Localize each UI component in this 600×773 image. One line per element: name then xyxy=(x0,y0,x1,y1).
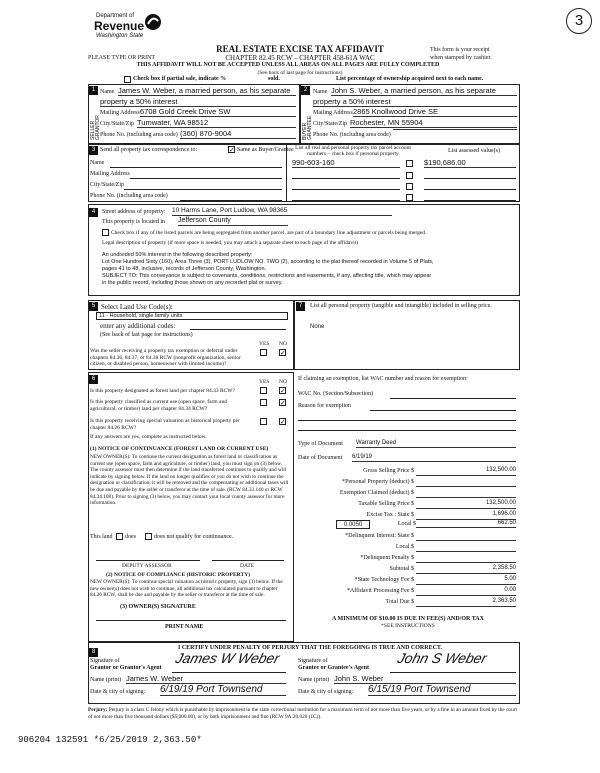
print-name-label: PRINT NAME xyxy=(165,624,204,630)
same-as-buyer-label: Same as Buyer/Grantee xyxy=(237,147,294,153)
parcel-header-2: numbers – check box if personal property xyxy=(307,151,399,157)
forest-q3: Is this property receiving special valuation as historical property per chapter 84.26 RCW? xyxy=(90,418,240,431)
buyer-phone[interactable] xyxy=(393,129,517,130)
page-number: 3 xyxy=(566,8,592,34)
personal-property-checkbox-4[interactable] xyxy=(406,194,413,201)
exempt-no-checkbox[interactable]: ✓ xyxy=(280,349,286,357)
grantee-name-print-label: Name (print) xyxy=(298,677,330,683)
grantor-date-label: Date & city of signing: xyxy=(90,689,146,695)
tax-row xyxy=(298,489,518,500)
assessed-header: List assessed value(s) xyxy=(448,148,500,154)
grantee-sig-label-1: Signature of xyxy=(298,658,328,664)
minimum-note: A MINIMUM OF $10.00 IS DUE IN FEE(S) AND/OR TAX xyxy=(332,616,484,622)
correspondence-label: Send all property tax correspondence to: xyxy=(100,147,198,153)
assessor-date-label: DATE xyxy=(240,563,255,569)
legal-line-5: in the public record, including those shown on any recorded plat or survey. xyxy=(102,280,283,286)
certify-statement: I CERTIFY UNDER PENALTY OF PERJURY THAT THE FOREGOING IS TRUE AND CORRECT. xyxy=(177,645,442,651)
personal-property-value[interactable]: None xyxy=(310,324,325,330)
doc-type-label: Type of Document xyxy=(298,441,343,447)
q2-no-checkbox[interactable]: ✓ xyxy=(280,399,286,407)
street-address[interactable]: 10 Harms Lane, Port Ludlow, WA 98365 xyxy=(172,207,392,216)
tax2-row-label: Subtotal $ xyxy=(389,566,414,572)
forest-q1: Is this property designated as forest land per chapter 84.33 RCW? xyxy=(90,388,235,394)
section-2-badge: 2 xyxy=(301,86,310,95)
tax-row-label: Exemption Claimed (deduct) $ xyxy=(339,490,414,496)
tax2-row-value[interactable]: 5.00 xyxy=(416,576,516,585)
seller-name-label: Name xyxy=(100,89,115,95)
buyer-name-line2[interactable]: property a 50% interest xyxy=(313,97,517,107)
q2-yes-checkbox[interactable] xyxy=(260,399,267,406)
does-not-checkbox[interactable] xyxy=(145,533,152,540)
q3-yes-checkbox[interactable] xyxy=(260,418,267,425)
see-back: (See back of last page for instructions) xyxy=(257,70,343,76)
seller-address[interactable]: 6708 Gold Creek Drive SW xyxy=(140,107,296,117)
logo-line2: Revenue xyxy=(94,19,145,33)
segregated-checkbox[interactable] xyxy=(102,229,109,236)
tax-row-label: Taxable Selling Price $ xyxy=(358,501,414,507)
personal-property-section xyxy=(294,300,520,370)
personal-property-checkbox-1[interactable] xyxy=(406,160,413,167)
please-type: PLEASE TYPE OR PRINT xyxy=(88,55,156,61)
notice1-title: (1) NOTICE OF CONTINUANCE (FOREST LAND OR CURRENT USE) xyxy=(90,446,269,452)
grantee-name[interactable]: John S. Weber xyxy=(334,674,516,684)
tax-row-label: Excise Tax : State $ xyxy=(366,512,414,518)
does-label: does xyxy=(125,534,136,540)
tax2-row xyxy=(298,587,518,598)
logo-line1: Department of xyxy=(96,13,135,19)
q3-no-checkbox[interactable]: ✓ xyxy=(280,418,286,426)
forest-yes: YES xyxy=(259,379,270,385)
doc-type[interactable]: Warranty Deed xyxy=(356,440,516,448)
tax2-row-label: *Affidavit Processing Fee $ xyxy=(346,588,414,594)
seller-city-label: City/State/Zip xyxy=(100,121,134,127)
seller-address-label: Mailing Address xyxy=(100,110,140,116)
tax2-row xyxy=(298,532,518,543)
forest-section xyxy=(88,372,294,642)
section-3-badge: 3 xyxy=(89,146,98,155)
tax2-row-value[interactable]: 2,358.50 xyxy=(416,565,516,574)
notice2-title: (2) NOTICE OF COMPLIANCE (HISTORIC PROPERTY) xyxy=(106,572,251,578)
land-use-see-back: (See back of last page for instructions) xyxy=(100,332,193,338)
partial-sale-label: Check box if partial sale, indicate % xyxy=(133,76,227,82)
seller-phone-label: Phone No. (including area code) xyxy=(100,132,178,138)
section-7-badge: 7 xyxy=(296,302,305,311)
buyer-side-label: BUYER GRANTEE xyxy=(302,115,313,140)
parcel-header-1: List all real and personal property tax parcel account xyxy=(295,145,411,151)
land-use-no: NO xyxy=(279,341,287,347)
tax2-row-value[interactable]: 0.00 xyxy=(416,587,516,596)
does-checkbox[interactable] xyxy=(116,533,123,540)
logo-line3: Washington State xyxy=(96,33,144,39)
assessed-value[interactable]: $190,686.00 xyxy=(424,158,516,168)
logo-swoosh-icon xyxy=(144,13,162,31)
buyer-name-label: Name xyxy=(313,89,328,95)
located-label: This property is located in xyxy=(102,219,165,225)
tax-row xyxy=(298,467,518,478)
q1-yes-checkbox[interactable] xyxy=(260,387,267,394)
legal-line-3: pages 41 to 48, inclusive, records of Jefferson County, Washington. xyxy=(102,266,267,272)
tax2-row xyxy=(298,554,518,565)
grantor-date-city[interactable]: 6/19/19 Port Townsend xyxy=(160,684,286,696)
county[interactable]: Jefferson County xyxy=(178,217,288,226)
perjury-bold: Perjury: xyxy=(88,707,108,713)
legal-label: Legal description of property (if more space is needed, you may attach a separate sheet to each page of the affidavit) xyxy=(102,240,358,246)
buyer-address[interactable]: 2865 Knollwood Drive SE xyxy=(353,107,517,117)
tax-row-value[interactable]: 132,500.00 xyxy=(416,500,516,509)
tax2-row xyxy=(298,598,518,609)
sold-label: sold. xyxy=(268,76,280,82)
legal-line-4: SUBJECT TO: This conveyance is subject to covenants, conditions, restrictions and easements, if any, affecting title, which may appear xyxy=(102,273,432,279)
see-instructions: *SEE INSTRUCTIONS xyxy=(381,623,435,629)
tax2-row-value[interactable] xyxy=(416,554,516,563)
grantor-signature: James W Weber xyxy=(173,650,282,666)
tax-row xyxy=(298,478,518,489)
receipt-note-1: This form is your receipt xyxy=(430,47,490,53)
buyer-phone-label: Phone No. (including area code) xyxy=(313,132,391,138)
tax-row-value[interactable]: 1,696.00 xyxy=(416,511,516,520)
cashier-stamp: 906204 132591 *6/25/2019 2,363.50* xyxy=(18,735,202,745)
tax2-row-value[interactable]: 2,363.50 xyxy=(416,598,516,607)
does-not-label: does not qualify for continuance. xyxy=(154,534,234,540)
corr-city-label: City/State/Zip xyxy=(90,182,124,188)
local-rate[interactable]: 0.0050 xyxy=(336,520,370,529)
not-accepted: THIS AFFIDAVIT WILL NOT BE ACCEPTED UNLESS ALL AREAS ON ALL PAGES ARE FULLY COMPLETED xyxy=(136,62,440,68)
land-use-select[interactable]: 11 - Household, single family units xyxy=(96,312,288,320)
section-4-badge: 4 xyxy=(89,208,98,217)
seller-side-label: SELLER GRANTOR xyxy=(90,115,101,140)
grantor-sig-label-1: Signature of xyxy=(90,658,120,664)
grantee-signature: John S Weber xyxy=(395,650,489,666)
perjury-note xyxy=(88,707,520,720)
seller-phone[interactable]: (360) 870-9004 xyxy=(180,129,296,139)
tax-row-value[interactable] xyxy=(416,489,516,498)
doc-date[interactable]: 6/19/19 xyxy=(352,454,516,462)
tax2-row xyxy=(298,576,518,587)
dor-logo xyxy=(88,11,170,45)
section-1-badge: 1 xyxy=(89,86,98,95)
section-6-badge: 6 xyxy=(89,375,98,384)
grantor-sig-label-2: Grantor or Grantor's Agent xyxy=(90,665,162,671)
deputy-assessor-label: DEPUTY ASSESSOR xyxy=(122,563,172,569)
tax2-row-label: *Delinquent Interest: State $ xyxy=(345,533,414,539)
local-label: Local $ xyxy=(397,521,416,527)
notice2-body: NEW OWNER(S): To continue special valuation as historic property, sign (3) below. If the new owner(s) does not wish to continue, all additional tax calculated pursuant to chapter 84.26 RCW, shall be due and payable by the seller or transferor at the time of sale. xyxy=(90,579,283,599)
tax-row xyxy=(298,500,518,511)
tax2-row-label: *Delinquent Penalty $ xyxy=(360,555,414,561)
legal-line-1: An undivided 50% interest in the following described property: xyxy=(102,252,253,258)
personal-property-checkbox-2[interactable] xyxy=(406,172,413,179)
if-any-yes: If any answers are yes, complete as instructed below. xyxy=(90,434,207,440)
buyer-name-line1[interactable]: John S. Weber, a married person, as his separate xyxy=(331,86,517,96)
buyer-city-label: City/State/Zip xyxy=(313,121,347,127)
grantor-name[interactable]: James W. Weber xyxy=(126,674,286,684)
buyer-city[interactable]: Rochester, MN 55904 xyxy=(350,118,517,128)
exempt-yes-checkbox[interactable] xyxy=(260,349,267,356)
segregated-label: Check box if any of the listed parcels are being segregated from another parcel, are part of a boundary line adjustment or parcels being merged. xyxy=(111,230,427,236)
local-value[interactable]: 662.50 xyxy=(416,520,516,528)
tax2-row xyxy=(298,543,518,554)
tax-row-value[interactable] xyxy=(416,478,516,487)
grantee-date-label: Date & city of signing: xyxy=(298,689,354,695)
personal-property-checkbox-3[interactable] xyxy=(406,183,413,190)
section-5-badge: 5 xyxy=(89,302,98,311)
corr-phone-label: Phone No. (including area code) xyxy=(90,193,168,199)
tax2-row-label: *State Technology Fee $ xyxy=(354,577,414,583)
seller-city[interactable]: Tumwater, WA 98512 xyxy=(137,118,296,128)
perjury-text: Perjury is a class C felony which is punishable by imprisonment in the state correctional institution for a maximum term of not more than five years, or by a fine in an amount fixed by the court of not more than five thousand dollars ($5,000.00), or by both imprisonment and fine (RCW 9A.20.020 (1C)). xyxy=(88,707,517,720)
land-use-label: Select Land Use Code(s): xyxy=(101,303,173,311)
personal-property-label: List all personal property (tangible and intangible) included in selling price. xyxy=(310,303,492,309)
section-8-badge: 8 xyxy=(89,648,98,657)
form-chapter: CHAPTER 82.45 RCW – CHAPTER 458-61A WAC xyxy=(225,54,375,62)
tax-rows xyxy=(298,467,518,522)
tax-row-value[interactable]: 132,500.00 xyxy=(416,467,516,476)
tax2-row xyxy=(298,565,518,576)
seller-name-line2[interactable]: property a 50% interest xyxy=(100,97,296,107)
exempt-question: Was the seller receiving a property tax exemption or deferral under chapters 84.36, 84.37, or 84.38 RCW (nonprofit organization, senior citizen, or disabled person, homeowner with limited income)? xyxy=(90,348,241,367)
buyer-address-label: Mailing Address xyxy=(313,110,353,116)
doc-date-label: Date of Document xyxy=(298,455,343,461)
this-land-label: This land xyxy=(90,534,113,540)
exemption-label: If claiming an exemption, list WAC number and reason for exemption: xyxy=(298,376,468,382)
street-label: Street address of property: xyxy=(102,209,166,215)
tax-rows-2 xyxy=(298,532,518,609)
tax2-row-value[interactable] xyxy=(416,532,516,541)
same-as-buyer-checkbox[interactable]: ✓ xyxy=(229,146,235,154)
forest-no: NO xyxy=(279,379,287,385)
seller-name-line1[interactable]: James W. Weber, a married person, as his separate xyxy=(118,86,296,96)
tax-row-label: *Personal Property (deduct) $ xyxy=(342,479,414,485)
legal-line-2: Lot One Hundred Sixty (160), Area Three (3), PORT LUDLOW NO. TWO (2), according to the plat thereof recorded in Volume 5 of Plats, xyxy=(102,259,434,265)
forest-q2: Is this property classified as current use (open space, farm and agricultural, or timber) land per chapter 84.34 RCW? xyxy=(90,399,227,412)
tax2-row-label: Local $ xyxy=(395,544,414,550)
form-title: REAL ESTATE EXCISE TAX AFFIDAVIT xyxy=(216,44,384,54)
additional-codes-label: enter any additional codes: xyxy=(100,322,176,330)
grantee-date-city[interactable]: 6/15/19 Port Townsend xyxy=(368,684,516,696)
q1-no-checkbox[interactable]: ✓ xyxy=(280,387,286,395)
parcel-number[interactable]: 990-603-160 xyxy=(292,158,400,168)
tax2-row-value[interactable] xyxy=(416,543,516,552)
tax-row-label: Gross Selling Price $ xyxy=(363,468,414,474)
land-use-yes: YES xyxy=(259,341,270,347)
grantee-sig-label-2: Grantee or Grantee's Agent xyxy=(298,665,370,671)
partial-sale-checkbox[interactable] xyxy=(124,76,131,83)
tax2-row-label: Total Due $ xyxy=(385,599,414,605)
corr-address-label: Mailing Address xyxy=(90,171,130,177)
ownership-label: List percentage of ownership acquired next to each name. xyxy=(336,76,484,82)
wac-label: WAC No. (Section/Subsection) xyxy=(298,391,374,397)
receipt-note-2: when stamped by cashier. xyxy=(430,55,492,61)
notice1-body: NEW OWNER(S): To continue the current designation as forest land or classification as current use (open space, farm and agriculture, or timber) land, you must sign on (3) below. The county assessor must then determine if the land transferred continues to qualify and will indicate by signing below. If the land no longer qualifies or you do not wish to continue the designation or classification, it will be removed and the compensating or additional taxes will be due and payable by the seller or transferor at the time of sale. (RCW 84.33.140 or RCW 84.34.108). Prior to signing (3) below, you may contact your local county assessor for more information. xyxy=(90,454,289,507)
corr-name-label: Name xyxy=(90,160,105,166)
grantor-name-print-label: Name (print) xyxy=(90,677,122,683)
owner-signature-label: (3) OWNER(S) SIGNATURE xyxy=(120,604,196,610)
exemption-reason-label: Reason for exemption xyxy=(298,403,351,409)
